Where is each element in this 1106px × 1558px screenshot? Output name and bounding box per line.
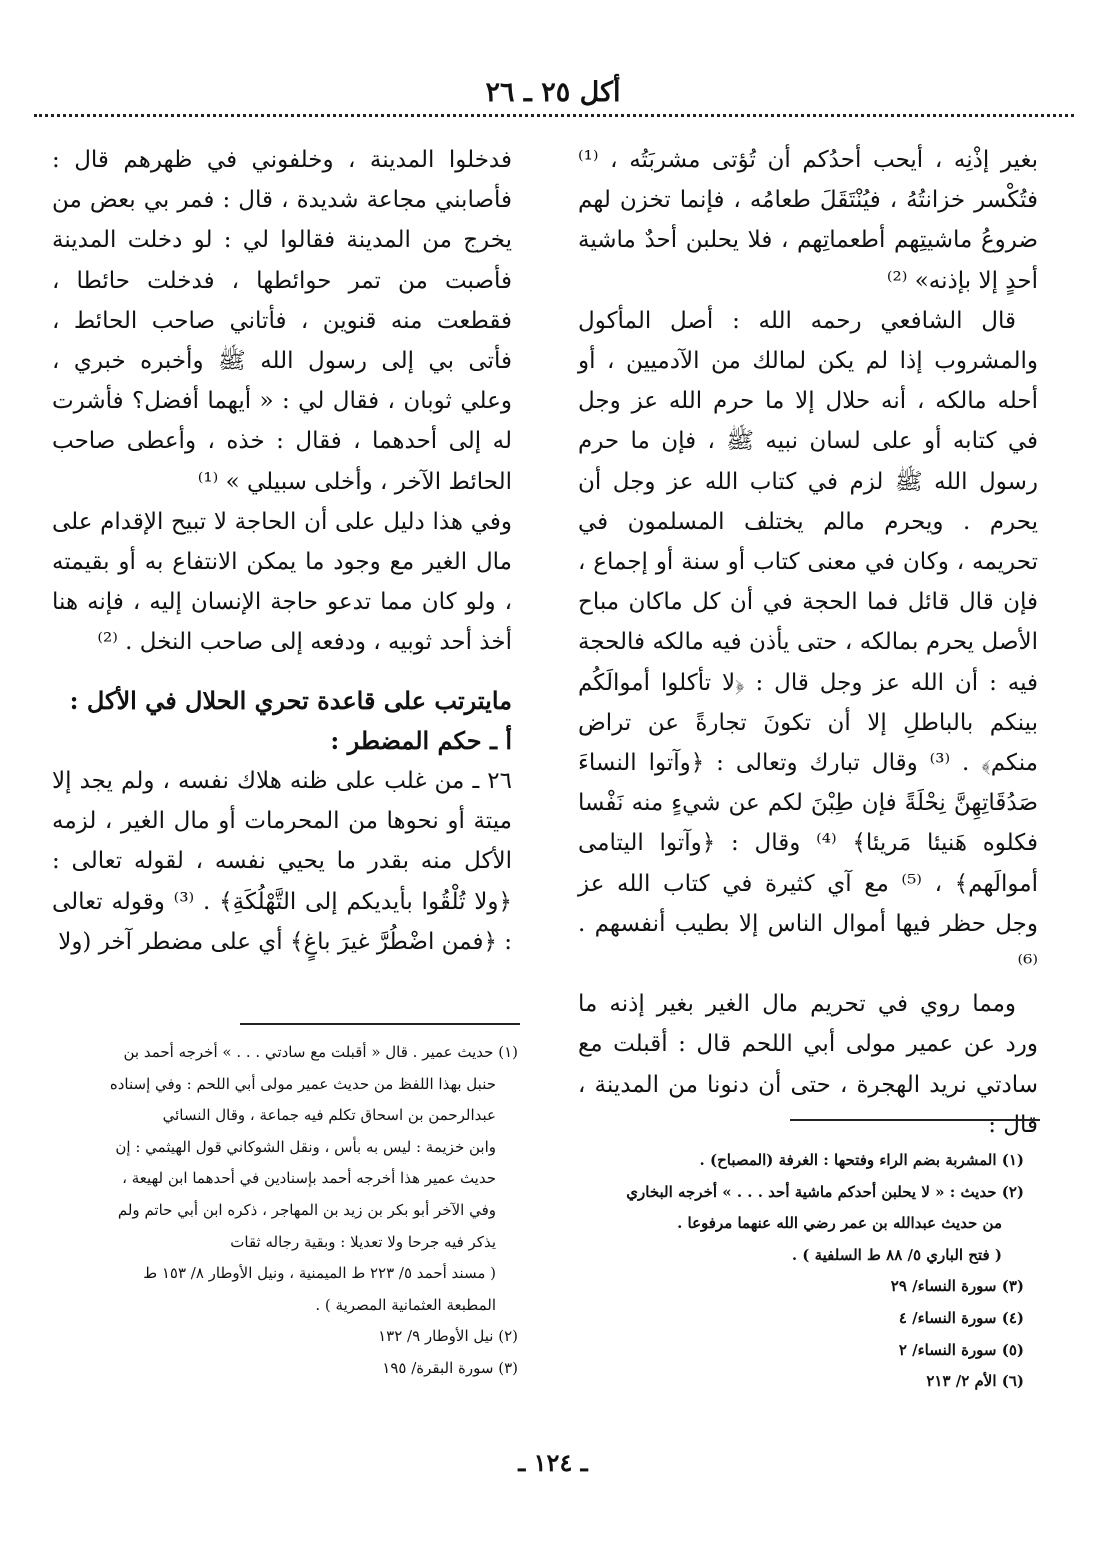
footnote-line: يذكر فيه جرحا ولا تعديلا : وبقية رجاله ثقات bbox=[230, 1232, 496, 1251]
footnote-line: عبدالرحمن بن اسحاق تكلم فيه جماعة ، وقال النسائي bbox=[162, 1106, 496, 1125]
footnote-line: (٤) سورة النساء/ ٤ bbox=[898, 1308, 1024, 1327]
left-column bbox=[52, 140, 512, 962]
section-heading: مايترتب على قاعدة تحري الحلال في الأكل : bbox=[69, 685, 512, 715]
footnote-line: المطبعة العثمانية المصرية ) . bbox=[315, 1295, 496, 1314]
running-header: أكل ٢٥ ـ ٢٦ bbox=[485, 77, 621, 108]
footnote-line: (١) حديث عمير . قال « أقبلت مع سادتي . . . » أخرجه أحمد بن bbox=[123, 1043, 518, 1061]
paragraph: قال الشافعي رحمه الله : أصل المأكول والمشروب إذا لم يكن لمالك من الآدميين ، أو أحله مالكه ، أنه حلال إلا ما حرم الله عز وجل في كتابه أو على لسان نبيه ﷺ ، فإن ما حرم رسول الله ﷺ لزم في كتاب الله عز وجل أن يحرم . ويحرم مالم يختلف المسلمون في تحريمه ، وكان في معنى كتاب أو سنة أو إجماع ، فإن قال قائل فما الحجة في أن كل ماكان مباح الأصل يحرم بمالكه ، حتى يأذن فيه مالكه فالحجة فيه : أن الله عز وجل قال : ﴿لا تأكلوا أموالَكُم بينكم بالباطلِ إلا أن تكونَ تجارةً عن تراض منكم﴾ . ⁽³⁾ وقال تبارك وتعالى : ﴿وآتوا النساءَ صَدُقَاتِهِنَّ نِحْلَةً فإن طِبْنَ لكم عن شيءٍ منه نَفْسا فكلوه هَنيئا مَريئا﴾ ⁽⁴⁾ وقال : ﴿وآتوا اليتامى أموالَهم﴾ ، ⁽⁵⁾ مع آي كثيرة في كتاب الله عز وجل حظر فيها أموال الناس إلا بطيب أنفسهم . ⁽⁶⁾ bbox=[578, 307, 1039, 978]
paragraph: فدخلوا المدينة ، وخلفوني في ظهرهم قال : فأصابني مجاعة شديدة ، قال : فمر بي بعض من يخرج من المدينة فقالوا لي : لو دخلت المدينة فأصبت من تمر حوائطها ، فدخلت حائطا ، فقطعت منه قنوين ، فأتاني صاحب الحائط ، فأتى بي إلى رسول الله ﷺ وأخبره خبري ، وعلي ثوبان ، فقال لي : « أيهما أفضل؟ فأشرت له إلى أحدهما ، فقال : خذه ، وأعطى صاحب الحائط الآخر ، وأخلى سبيلي » ⁽¹⁾ bbox=[52, 147, 512, 495]
right-column bbox=[578, 140, 1038, 1145]
page-number: ـ ١٢٤ ـ bbox=[518, 1448, 588, 1477]
subsection-heading: أ ـ حكم المضطر : bbox=[330, 725, 512, 755]
footnote-line: (٣) سورة النساء/ ٢٩ bbox=[890, 1277, 1024, 1296]
footnote-line: حديث عمير هذا أخرجه أحمد بإسنادين في أحدهما ابن لهيعة ، bbox=[122, 1169, 496, 1188]
header-dotted-rule bbox=[34, 114, 1074, 117]
footnote-line: (٢) حديث : « لا يحلبن أحدكم ماشية أحد . . . » أخرجه البخاري bbox=[626, 1182, 1024, 1201]
footnote-line: (٦) الأم ٢/ ٢١٣ bbox=[926, 1372, 1024, 1391]
footnote-line: ( مسند أحمد ٥/ ٢٢٣ ط الميمنية ، ونيل الأوطار ٨/ ١٥٣ ط bbox=[143, 1264, 496, 1283]
footnote-line: من حديث عبدالله بن عمر رضي الله عنهما مرفوعا . bbox=[677, 1214, 1002, 1233]
paragraph: بغير إذْنِه ، أيحب أحدُكم أن تُؤتى مشربَتُه ، ⁽¹⁾ فتُكْسر خزانتُهُ ، فيُنْتَقَلَ طعامُه ، فإنما تخزن لهم ضروعُ ماشيتِهم أطعماتِهم ، فلا يحلبن أحدٌ ماشية أحدٍ إلا بإذنه» ⁽²⁾ bbox=[578, 147, 1038, 294]
paragraph: وفي هذا دليل على أن الحاجة لا تبيح الإقدام على مال الغير مع وجود ما يمكن الانتفاع به أو بقيمته ، ولو كان مما تدعو حاجة الإنسان إليه ، فإنه هنا أخذ أحد ثوبيه ، ودفعه إلى صاحب النخل . ⁽²⁾ bbox=[52, 508, 512, 656]
footnote-line: حنبل بهذا اللفظ من حديث عمير مولى أبي اللحم : وفي إسناده bbox=[109, 1074, 496, 1093]
footnote-line: وفي الآخر أبو بكر بن زيد بن المهاجر ، ذكره ابن أبي حاتم ولم bbox=[117, 1200, 496, 1219]
footnote-line: ( فتح الباري ٥/ ٨٨ ط السلفية ) . bbox=[791, 1245, 1002, 1264]
section-gap bbox=[52, 663, 512, 681]
footnotes-right bbox=[560, 1145, 1024, 1398]
footnote-line: (٣) سورة البقرة/ ١٩٥ bbox=[382, 1358, 518, 1377]
paragraph: ومما روي في تحريم مال الغير بغير إذنه ما ورد عن عمير مولى أبي اللحم قال : أقبلت مع سادتي نريد الهجرة ، حتى أن دنونا من المدينة ، قال : bbox=[578, 991, 1038, 1138]
footnote-rule bbox=[240, 1023, 520, 1025]
footnote-line: وابن خزيمة : ليس به بأس ، ونقل الشوكاني قول الهيثمي : إن bbox=[115, 1137, 496, 1156]
footnote-line: (٥) سورة النساء/ ٢ bbox=[898, 1340, 1024, 1359]
footnote-line: (٢) نيل الأوطار ٩/ ١٣٢ bbox=[378, 1327, 518, 1346]
footnotes-left bbox=[48, 1037, 518, 1385]
footnote-rule bbox=[790, 1119, 1040, 1121]
numbered-paragraph: ٢٦ ـ من غلب على ظنه هلاك نفسه ، ولم يجد إلا ميتة أو نحوها من المحرمات أو مال الغير ، لزمه الأكل منه بقدر ما يحيي نفسه ، لقوله تعالى : ﴿ولا تُلْقُوا بأيديكم إلى التَّهْلُكَةِ﴾ . ⁽³⁾ وقوله تعالى : ﴿فمن اضْطُرَّ غيرَ باغٍ﴾ أي على مضطر آخر (ولا bbox=[52, 768, 513, 955]
footnote-line: (١) المشربة بضم الراء وفتحها : الغرفة (المصباح) . bbox=[699, 1151, 1024, 1169]
